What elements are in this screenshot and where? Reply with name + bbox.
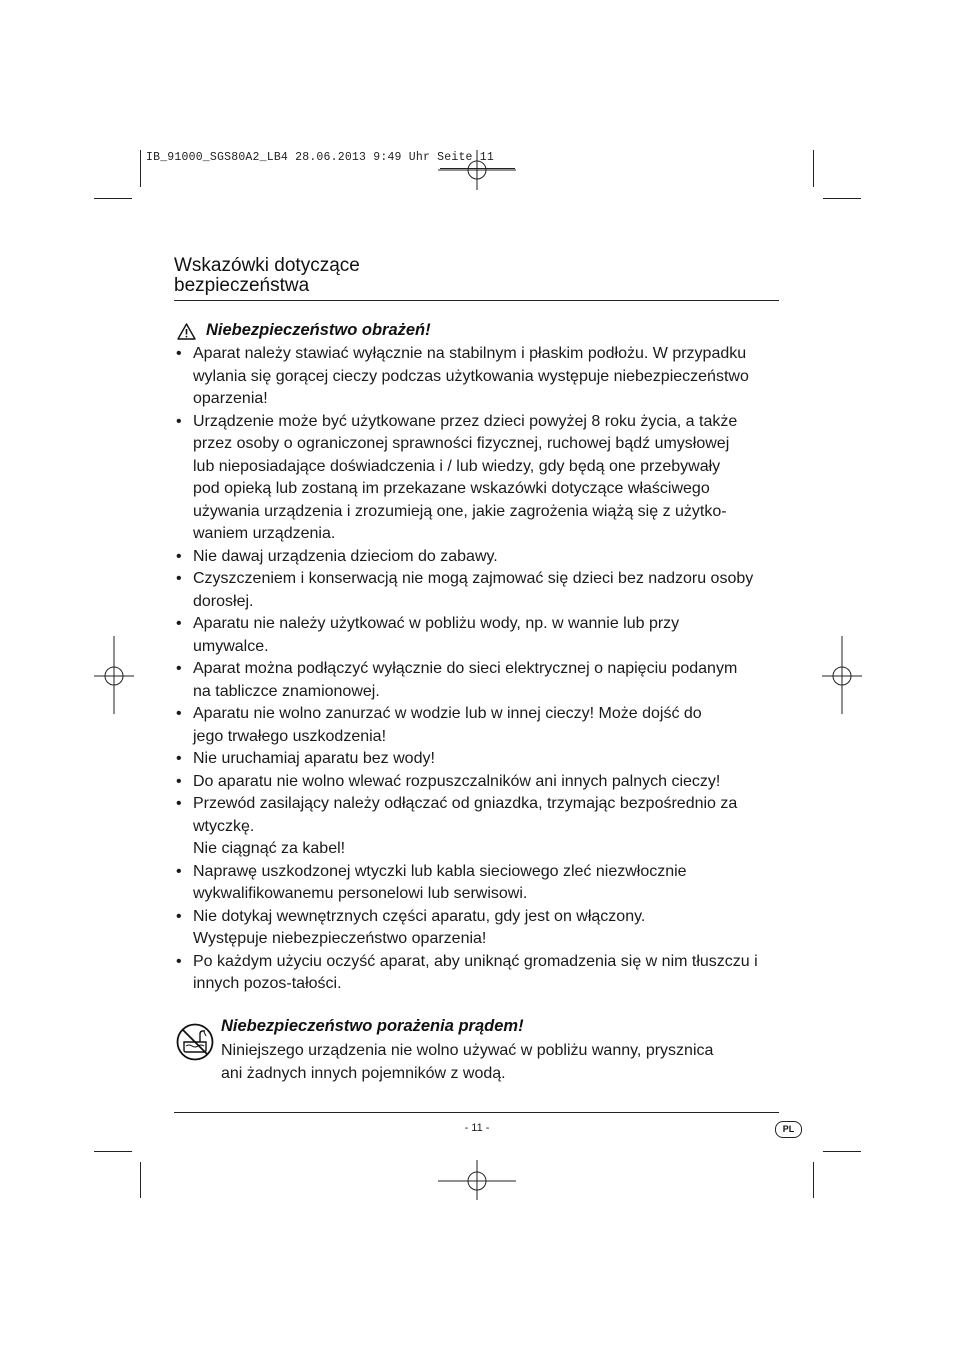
list-item <box>174 748 779 771</box>
bullet-icon: • <box>176 660 182 677</box>
bullet-icon: • <box>176 345 182 362</box>
registration-mark-icon <box>822 636 862 714</box>
list-item-line: umywalce. <box>193 637 269 655</box>
shock-text <box>221 1040 781 1085</box>
title-line: bezpieczeństwa <box>174 275 310 296</box>
list-item-line: waniem urządzenia. <box>193 525 336 542</box>
list-item-line: Do aparatu nie wolno wlewać rozpuszczalników ani innych palnych cieczy! <box>193 772 721 790</box>
list-item-line: na tabliczce znamionowej. <box>193 682 380 700</box>
list-item <box>174 613 779 658</box>
crop-mark <box>140 150 141 187</box>
list-item-line: lub nieposiadające doświadczenia i / lub wiedzy, gdy będą one przebywały <box>193 457 721 475</box>
no-bath-water-icon <box>176 1023 214 1061</box>
list-item <box>174 951 779 996</box>
list-item-line: innych pozos-tałości. <box>193 975 342 992</box>
language-badge: PL <box>775 1121 802 1138</box>
list-item <box>174 411 779 546</box>
shock-heading: Niebezpieczeństwo porażenia prądem! <box>221 1017 524 1035</box>
bullet-icon: • <box>176 795 182 812</box>
list-item-line: Aparat należy stawiać wyłącznie na stabilnym i płaskim podłożu. W przypadku <box>193 345 747 362</box>
list-item-line: Po każdym użyciu oczyść aparat, aby uniknąć gromadzenia się w nim tłuszczu i <box>193 952 758 970</box>
text-line: Niniejszego urządzenia nie wolno używać w pobliżu wanny, prysznica <box>221 1042 714 1059</box>
list-item <box>174 703 779 748</box>
list-item-line: pod opieką lub zostaną im przekazane wskazówki dotyczące właściwego <box>193 480 710 497</box>
list-item-line: jego trwałego uszkodzenia! <box>193 727 387 745</box>
bullet-icon: • <box>176 412 182 430</box>
page-number: - 11 - <box>464 1122 490 1134</box>
bullet-icon: • <box>176 750 182 767</box>
list-item-line: Nie dotykaj wewnętrznych części aparatu, gdy jest on włączony. <box>193 907 646 925</box>
list-item-line: wtyczkę. <box>193 817 255 835</box>
list-item <box>174 568 779 613</box>
list-item <box>174 771 779 794</box>
list-item-line: używania urządzenia i zrozumieją one, jakie zagrożenia wiążą się z użytko- <box>193 502 727 520</box>
list-item-line: Czyszczeniem i konserwacją nie mogą zajmować się dzieci bez nadzoru osoby <box>193 570 754 587</box>
registration-mark-icon <box>438 140 516 190</box>
injury-list <box>174 343 779 996</box>
list-item-line: Nie dawaj urządzenia dzieciom do zabawy. <box>193 547 498 565</box>
crop-mark <box>813 150 814 187</box>
crop-mark <box>94 1151 132 1152</box>
title-line: Wskazówki dotyczące <box>174 255 360 276</box>
warning-triangle-icon <box>177 323 196 340</box>
list-item-line: przez osoby o ograniczonej sprawności fizycznej, ruchowej bądź umysłowej <box>193 435 730 452</box>
list-item-line: Urządzenie może być użytkowane przez dzieci powyżej 8 roku życia, a także <box>193 412 738 430</box>
title-divider <box>174 300 779 301</box>
list-item <box>174 793 779 861</box>
list-item-line: wylania się gorącej cieczy podczas użytkowania występuje niebezpieczeństwo <box>193 367 749 385</box>
text-line: ani żadnych innych pojemników z wodą. <box>221 1064 506 1082</box>
bullet-icon: • <box>176 547 182 565</box>
list-item-line: Aparatu nie należy użytkować w pobliżu wody, np. w wannie lub przy <box>193 615 680 632</box>
bullet-icon: • <box>176 772 182 790</box>
crop-mark <box>813 1162 814 1198</box>
list-item <box>174 546 779 569</box>
list-item-line: dorosłej. <box>193 592 254 610</box>
registration-mark-icon <box>94 636 134 714</box>
list-item-line: Występuje niebezpieczeństwo oparzenia! <box>193 930 487 947</box>
list-item-line: oparzenia! <box>193 390 268 407</box>
list-item-line: Aparat można podłączyć wyłącznie do sieci elektrycznej o napięciu podanym <box>193 660 738 677</box>
bullet-icon: • <box>176 615 182 632</box>
bullet-icon: • <box>176 907 182 925</box>
crop-mark <box>823 198 861 199</box>
injury-heading: Niebezpieczeństwo obrażeń! <box>206 321 431 339</box>
registration-mark-icon <box>438 1160 516 1200</box>
footer-divider <box>174 1112 779 1113</box>
list-item-line: Przewód zasilający należy odłączać od gniazdka, trzymając bezpośrednio za <box>193 795 738 812</box>
list-item-line: Naprawę uszkodzonej wtyczki lub kabla sieciowego zleć niezwłocznie <box>193 862 687 880</box>
list-item <box>174 861 779 906</box>
bullet-icon: • <box>176 862 182 880</box>
page-title <box>174 256 779 296</box>
crop-mark <box>823 1151 861 1152</box>
crop-mark <box>94 198 132 199</box>
list-item-line: Nie uruchamiaj aparatu bez wody! <box>193 750 435 767</box>
list-item-line: wykwalifikowanemu personelowi lub serwisowi. <box>193 885 528 902</box>
print-slug: IB_91000_SGS80A2_LB4 28.06.2013 9:49 Uhr Seite 11 <box>146 151 494 164</box>
bullet-icon: • <box>176 705 182 722</box>
list-item-line: Nie ciągnąć za kabel! <box>193 840 346 857</box>
list-item <box>174 906 779 951</box>
bullet-icon: • <box>176 952 182 970</box>
bullet-icon: • <box>176 570 182 587</box>
crop-mark <box>140 1162 141 1198</box>
list-item <box>174 658 779 703</box>
list-item <box>174 343 779 411</box>
list-item-line: Aparatu nie wolno zanurzać w wodzie lub w innej cieczy! Może dojść do <box>193 705 702 722</box>
